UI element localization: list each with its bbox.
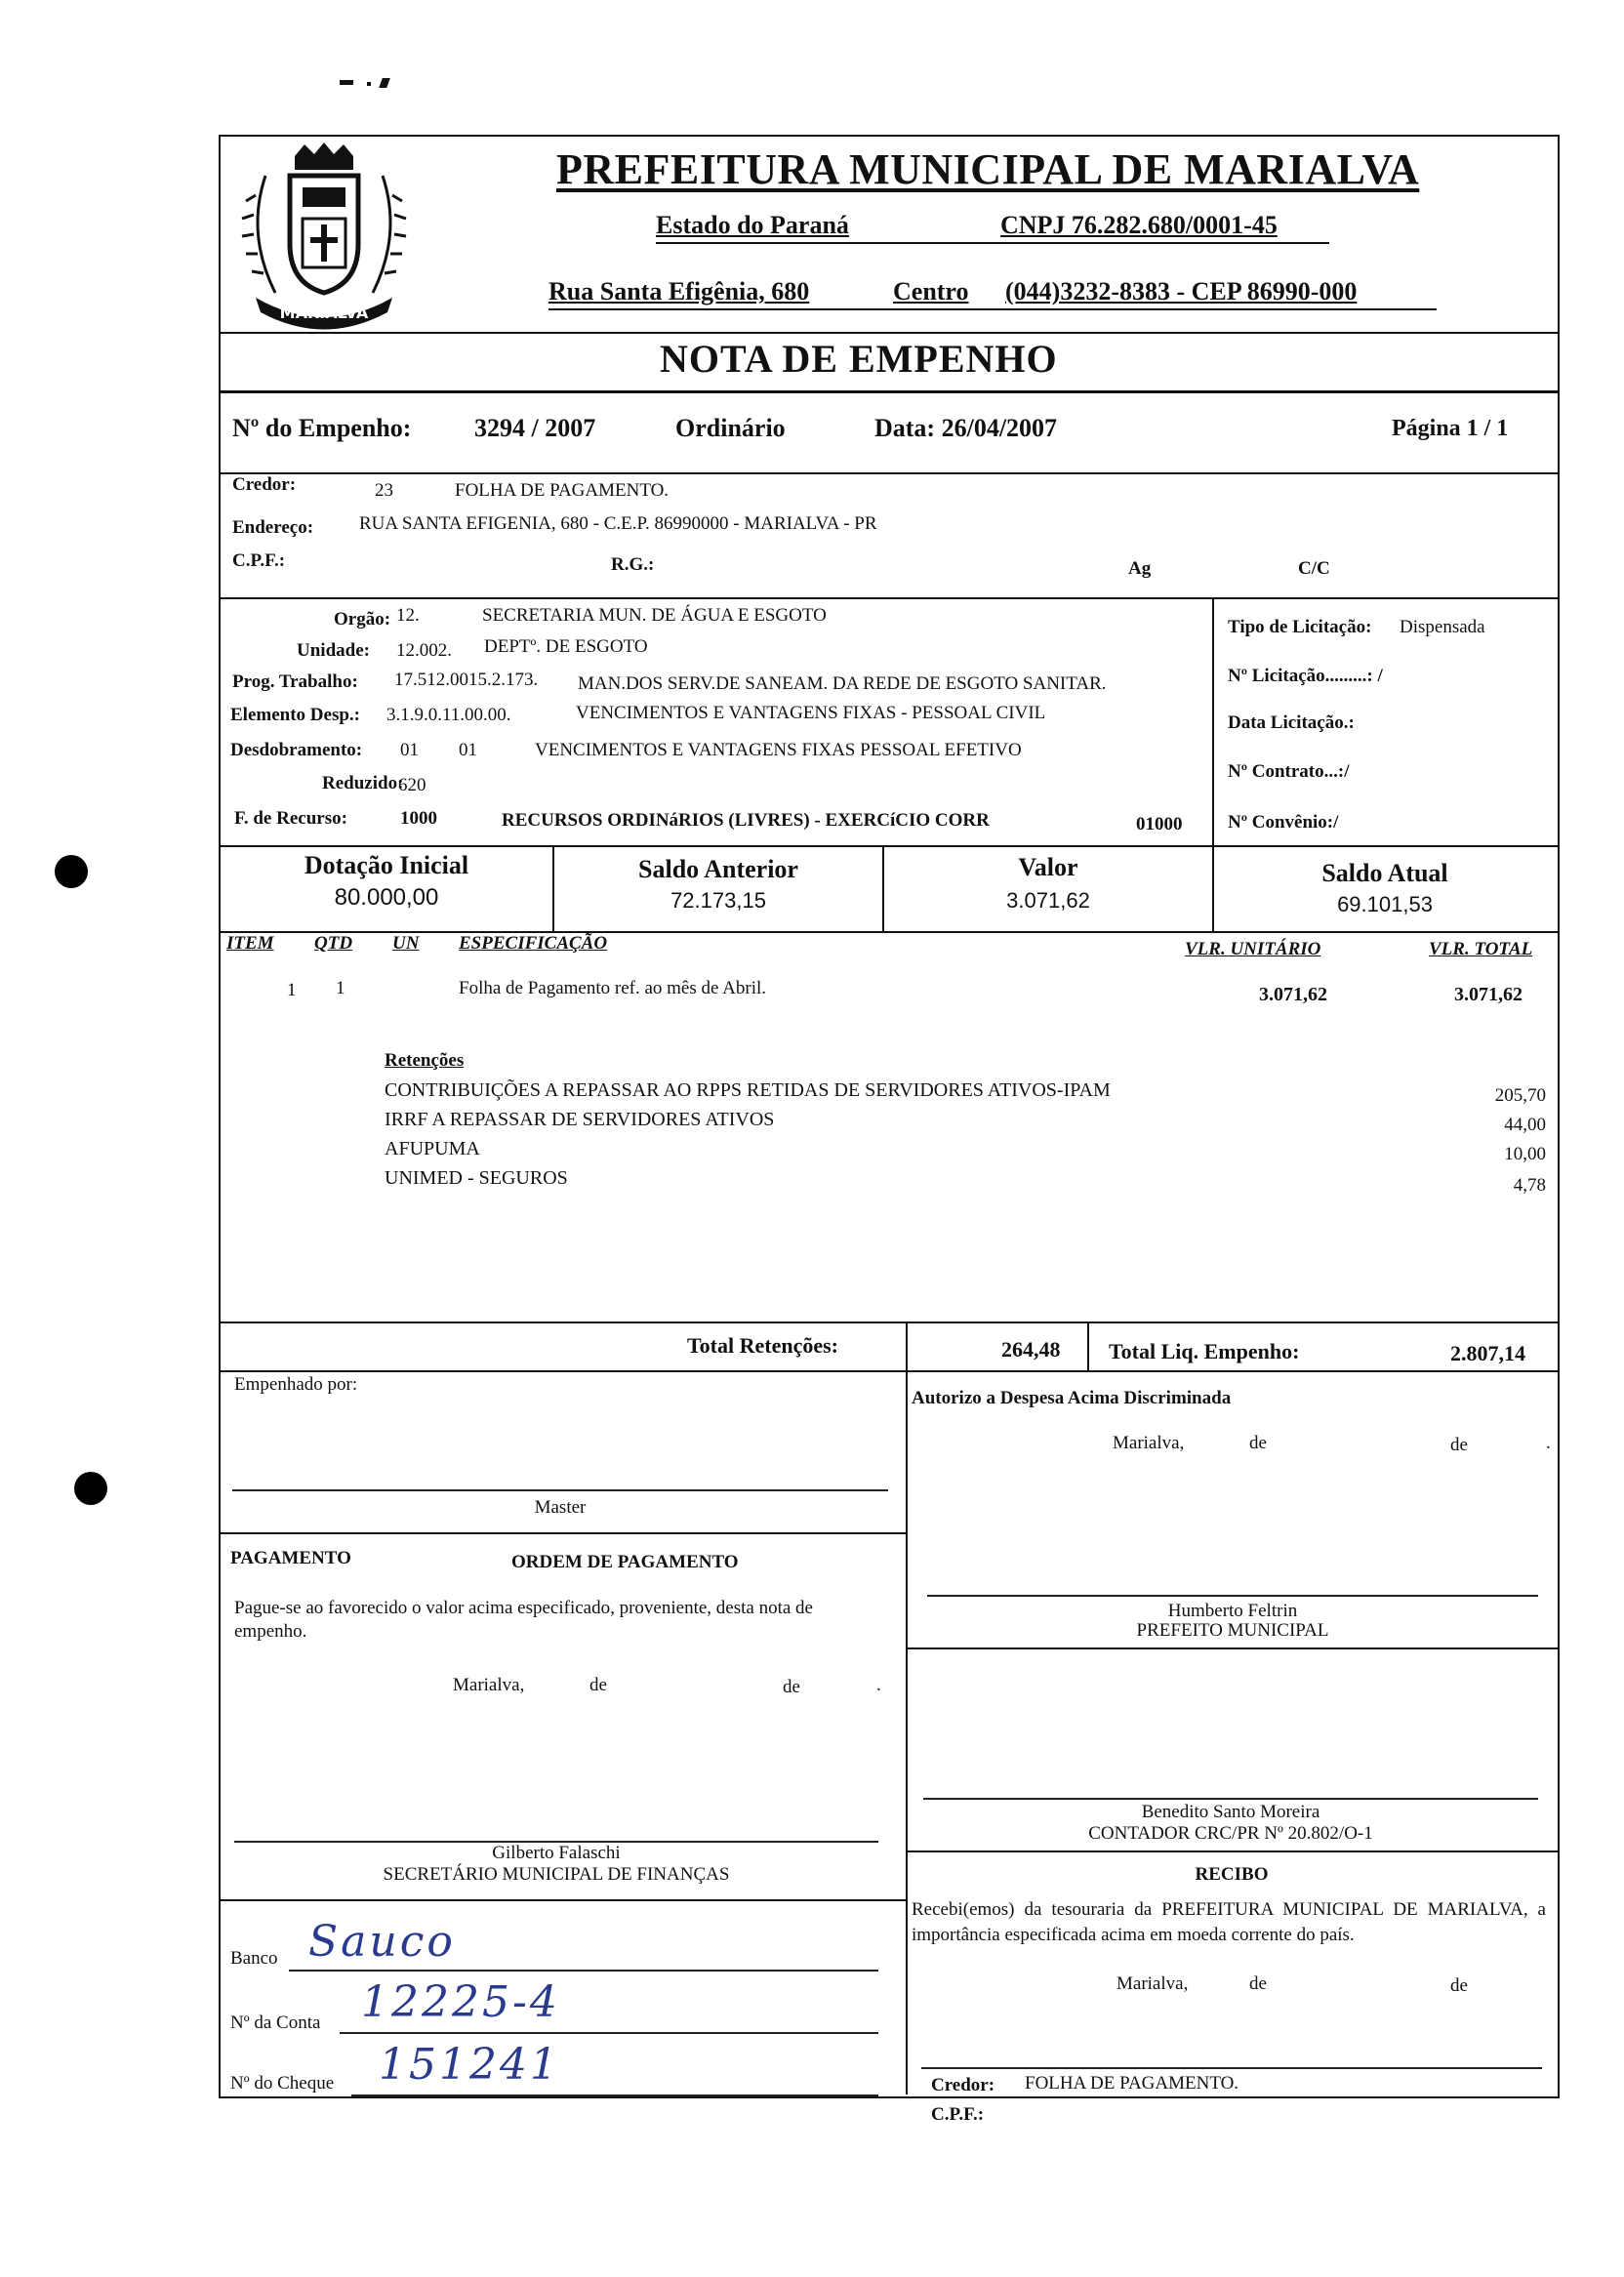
licitacao-numero: Nº Licitação.........: / <box>1228 666 1383 686</box>
retencao-value-4: 4,78 <box>1513 1175 1546 1196</box>
conta-line <box>340 2032 878 2034</box>
item-spec: Folha de Pagamento ref. ao mês de Abril. <box>459 978 767 998</box>
contador-signature-line <box>923 1798 1538 1800</box>
header-phone-cep: (044)3232-8383 - CEP 86990-000 <box>1005 277 1358 305</box>
elemento-name: VENCIMENTOS E VANTAGENS FIXAS - PESSOAL CIVIL <box>576 703 1046 723</box>
item-unit-price: 3.071,62 <box>1259 984 1327 1005</box>
banco-label: Banco <box>230 1948 278 1969</box>
conta-handwritten: 12225-4 <box>361 1977 560 2027</box>
col-un: UN <box>392 933 420 954</box>
punch-hole-top <box>55 855 88 888</box>
rule <box>219 1899 906 1901</box>
item-number: 1 <box>287 980 297 1000</box>
empenho-date: Data: 26/04/2007 <box>874 414 1058 442</box>
retencao-value-3: 10,00 <box>1504 1144 1546 1164</box>
retencao-value-2: 44,00 <box>1504 1115 1546 1135</box>
prog-label: Prog. Trabalho: <box>232 671 358 692</box>
header-street: Rua Santa Efigênia, 680 <box>548 277 810 305</box>
prog-name: MAN.DOS SERV.DE SANEAM. DA REDE DE ESGOTO SANITAR. <box>578 673 1107 694</box>
pagamento-subtitle: ORDEM DE PAGAMENTO <box>511 1552 739 1572</box>
rule <box>219 597 1558 599</box>
prog-code: 17.512.0015.2.173. <box>394 670 539 690</box>
header-cnpj: CNPJ 76.282.680/0001-45 <box>1000 211 1278 239</box>
empenho-type: Ordinário <box>675 414 786 442</box>
scan-mark <box>340 76 398 88</box>
retencao-name-1: CONTRIBUIÇÕES A REPASSAR AO RPPS RETIDAS DE SERVIDORES ATIVOS-IPAM <box>385 1079 1111 1101</box>
autorizo-de-2: de <box>1450 1435 1468 1455</box>
header-title: PREFEITURA MUNICIPAL DE MARIALVA <box>556 145 1420 193</box>
rule <box>219 332 1558 334</box>
cheque-line <box>351 2094 878 2096</box>
rule <box>219 1532 906 1534</box>
contador-title: CONTADOR CRC/PR Nº 20.802/O-1 <box>1088 1823 1373 1844</box>
pagamento-de-1: de <box>589 1675 607 1695</box>
svg-text:MARIALVA: MARIALVA <box>279 304 369 322</box>
pagamento-title: PAGAMENTO <box>230 1548 351 1568</box>
orgao-name: SECRETARIA MUN. DE ÁGUA E ESGOTO <box>482 605 827 626</box>
saldo-dotacao-label: Dotação Inicial <box>304 851 469 879</box>
recibo-de-2: de <box>1450 1975 1468 1996</box>
retencao-name-3: AFUPUMA <box>385 1138 480 1159</box>
conta-label: Nº da Conta <box>230 2013 321 2033</box>
pagamento-de-2: de <box>783 1677 800 1697</box>
recibo-text: Recebi(emos) da tesouraria da PREFEITURA MUNICIPAL DE MARIALVA, a importância especificada acima em moeda corrente do país. <box>912 1899 1546 1945</box>
retencao-name-2: IRRF A REPASSAR DE SERVIDORES ATIVOS <box>385 1109 775 1130</box>
totals-divider <box>906 1321 908 1372</box>
empenhado-label: Empenhado por: <box>234 1374 358 1395</box>
fonte-label: F. de Recurso: <box>234 808 347 829</box>
pagamento-place: Marialva, <box>453 1675 525 1695</box>
retencoes-title: Retenções <box>385 1050 465 1071</box>
doc-title: NOTA DE EMPENHO <box>660 337 1058 381</box>
rule <box>906 1850 1558 1852</box>
rule <box>219 472 1558 474</box>
unidade-code: 12.002. <box>396 640 452 661</box>
credor-label: Credor: <box>232 474 297 495</box>
cpf-label: C.P.F.: <box>232 550 286 571</box>
secretario-name: Gilberto Falaschi <box>492 1843 621 1863</box>
rule <box>219 845 1558 847</box>
autorizo-de-1: de <box>1249 1433 1267 1453</box>
saldo-dotacao-value: 80.000,00 <box>334 884 439 911</box>
saldo-valor-value: 3.071,62 <box>1006 888 1090 913</box>
item-qtd: 1 <box>336 978 345 998</box>
elemento-label: Elemento Desp.: <box>230 705 360 725</box>
pagamento-text: Pague-se ao favorecido o valor acima especificado, proveniente, desta nota de empenho. <box>234 1598 813 1642</box>
autorizo-title: Autorizo a Despesa Acima Discriminada <box>912 1388 1232 1408</box>
unidade-name: DEPTº. DE ESGOTO <box>484 636 648 657</box>
licitacao-tipo-value: Dispensada <box>1400 617 1485 637</box>
cheque-handwritten: 151241 <box>379 2040 560 2090</box>
saldo-anterior-value: 72.173,15 <box>670 888 766 913</box>
unidade-label: Unidade: <box>297 640 370 661</box>
fonte-code: 1000 <box>400 808 437 829</box>
secretario-title: SECRETÁRIO MUNICIPAL DE FINANÇAS <box>383 1864 730 1885</box>
desdobramento-label: Desdobramento: <box>230 740 363 760</box>
col-total: VLR. TOTAL <box>1429 939 1533 959</box>
empenho-label: Nº do Empenho: <box>232 414 412 442</box>
recibo-de-1: de <box>1249 1973 1267 1994</box>
header-district: Centro <box>893 277 969 305</box>
fonte-name: RECURSOS ORDINáRIOS (LIVRES) - EXERCíCIO CORR <box>502 810 990 831</box>
empenhado-signer: Master <box>534 1497 587 1518</box>
prefeito-name: Humberto Feltrin <box>1167 1601 1298 1621</box>
licitacao-contrato: Nº Contrato...:/ <box>1228 761 1350 782</box>
reduzido-label: Reduzido: <box>322 773 404 793</box>
reduzido-code: 620 <box>398 775 426 795</box>
rule <box>219 390 1558 393</box>
header-underline-2 <box>548 308 1437 310</box>
orgao-label: Orgão: <box>334 609 391 630</box>
saldo-anterior-label: Saldo Anterior <box>638 855 798 883</box>
licitacao-convenio: Nº Convênio:/ <box>1228 812 1339 833</box>
rule <box>219 1321 1558 1323</box>
orgao-code: 12. <box>396 605 420 626</box>
lower-divider <box>906 1370 908 2094</box>
total-liquido-value: 2.807,14 <box>1450 1341 1525 1365</box>
banco-line <box>289 1970 878 1972</box>
saldo-atual-label: Saldo Atual <box>1321 859 1448 887</box>
licitacao-data: Data Licitação.: <box>1228 712 1355 733</box>
total-retencoes-label: Total Retenções: <box>687 1333 838 1358</box>
rule <box>219 1370 1558 1372</box>
contador-name: Benedito Santo Moreira <box>1141 1802 1320 1822</box>
totals-divider <box>1087 1321 1089 1372</box>
desdobramento-code-2: 01 <box>459 740 477 760</box>
rule <box>219 931 1558 933</box>
total-retencoes-value: 264,48 <box>1001 1337 1061 1362</box>
autorizo-dot: . <box>1546 1433 1551 1453</box>
punch-hole-bottom <box>74 1472 107 1505</box>
cheque-label: Nº do Cheque <box>230 2073 335 2094</box>
empenhado-signature-line <box>232 1489 888 1491</box>
recibo-credor-label: Credor: <box>931 2075 995 2095</box>
recibo-signature-line <box>921 2067 1542 2069</box>
col-qtd: QTD <box>314 933 353 954</box>
autorizo-place: Marialva, <box>1113 1433 1185 1453</box>
header-underline-1 <box>656 242 1329 244</box>
recibo-cpf-label: C.P.F.: <box>931 2104 985 2125</box>
elemento-code: 3.1.9.0.11.00.00. <box>386 705 511 725</box>
empenho-number: 3294 / 2007 <box>474 414 596 442</box>
rule <box>906 1647 1558 1649</box>
prefeito-signature-line <box>927 1595 1538 1597</box>
saldo-atual-value: 69.101,53 <box>1337 892 1433 916</box>
retencao-value-1: 205,70 <box>1494 1085 1546 1106</box>
rg-label: R.G.: <box>611 554 655 575</box>
crest-logo <box>226 137 422 332</box>
empenho-page: Página 1 / 1 <box>1392 416 1509 441</box>
recibo-credor-value: FOLHA DE PAGAMENTO. <box>1025 2073 1239 2094</box>
recibo-place: Marialva, <box>1116 1973 1189 1994</box>
licitacao-tipo-label: Tipo de Licitação: <box>1228 617 1372 637</box>
saldo-valor-label: Valor <box>1018 853 1078 881</box>
recibo-title: RECIBO <box>1195 1864 1269 1885</box>
address-label: Endereço: <box>232 517 314 538</box>
header-state: Estado do Paraná <box>656 211 849 239</box>
banco-handwritten: Sauco <box>308 1917 456 1967</box>
col-unit-price: VLR. UNITÁRIO <box>1185 939 1321 959</box>
desdobramento-name: VENCIMENTOS E VANTAGENS FIXAS PESSOAL EFETIVO <box>535 740 1022 760</box>
col-item: ITEM <box>226 933 274 954</box>
total-liquido-label: Total Liq. Empenho: <box>1109 1339 1300 1363</box>
fonte-code-2: 01000 <box>1136 814 1183 834</box>
desdobramento-code-1: 01 <box>400 740 419 760</box>
address-value: RUA SANTA EFIGENIA, 680 - C.E.P. 86990000 - MARIALVA - PR <box>359 513 877 534</box>
prefeito-title: PREFEITO MUNICIPAL <box>1136 1620 1329 1641</box>
item-total: 3.071,62 <box>1454 984 1522 1005</box>
credor-code: 23 <box>375 480 393 501</box>
cc-label: C/C <box>1298 558 1330 579</box>
budget-divider <box>1212 597 1214 847</box>
retencao-name-4: UNIMED - SEGUROS <box>385 1167 568 1189</box>
pagamento-dot: . <box>876 1675 881 1695</box>
col-spec: ESPECIFICAÇÃO <box>459 933 608 954</box>
ag-label: Ag <box>1128 558 1152 579</box>
credor-name: FOLHA DE PAGAMENTO. <box>455 480 670 501</box>
